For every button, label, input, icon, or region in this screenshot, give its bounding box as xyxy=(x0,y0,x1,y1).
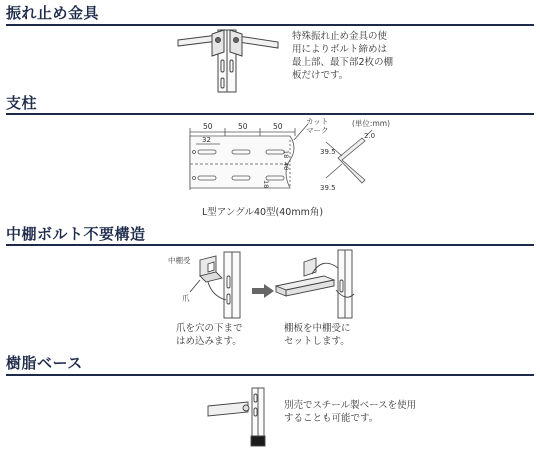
cut-mark-label: カット マーク xyxy=(306,117,329,135)
sway-bracket-illustration xyxy=(178,26,278,94)
leg-dim-a: 39.5 xyxy=(320,148,336,156)
section-title-post: 支柱 xyxy=(6,94,38,112)
section-title-resin-base: 樹脂ベース xyxy=(6,354,83,372)
angle-cross-section xyxy=(320,128,380,190)
shelf-setting-illustration xyxy=(276,250,366,320)
dim-50-a: 50 xyxy=(203,122,213,131)
dim-32: 32 xyxy=(202,136,211,144)
resin-base-description: 別売でスチール製ベースを使用 することも可能です。 xyxy=(284,400,417,424)
dim-18-upper: 18 xyxy=(282,150,290,159)
claw-instruction: 爪を穴の下まで はめ込みます。 xyxy=(176,323,243,347)
dim-50-c: 50 xyxy=(273,122,283,131)
sway-bracket-description: 特殊振れ止め金具の使 用によりボルト締めは 最上部、最下部2枚の棚 板だけです。 xyxy=(292,31,394,81)
claw-label: 爪 xyxy=(182,294,190,303)
section-rule xyxy=(6,113,534,115)
section-title-boltless: 中棚ボルト不要構造 xyxy=(6,225,146,243)
section-rule xyxy=(6,374,534,376)
arrow-right-icon xyxy=(252,284,274,298)
shelf-holder-label: 中棚受 xyxy=(168,256,191,265)
shelf-instruction: 棚板を中棚受に セットします。 xyxy=(284,323,351,347)
thickness-dim: 2.0 xyxy=(364,132,376,140)
section-rule xyxy=(6,244,534,246)
resin-base-illustration xyxy=(208,386,274,448)
section-title-sway-bracket: 振れ止め金具 xyxy=(6,4,100,22)
dim-40: 40 xyxy=(282,162,290,171)
leg-dim-b: 39.5 xyxy=(320,184,336,192)
dim-50-b: 50 xyxy=(238,122,248,131)
unit-label: (単位:mm) xyxy=(352,119,390,128)
post-caption: L型アングル40型(40mm角) xyxy=(202,207,324,218)
shelf-holder-illustration xyxy=(186,252,252,320)
dim-18-lower: 18 xyxy=(262,180,270,189)
